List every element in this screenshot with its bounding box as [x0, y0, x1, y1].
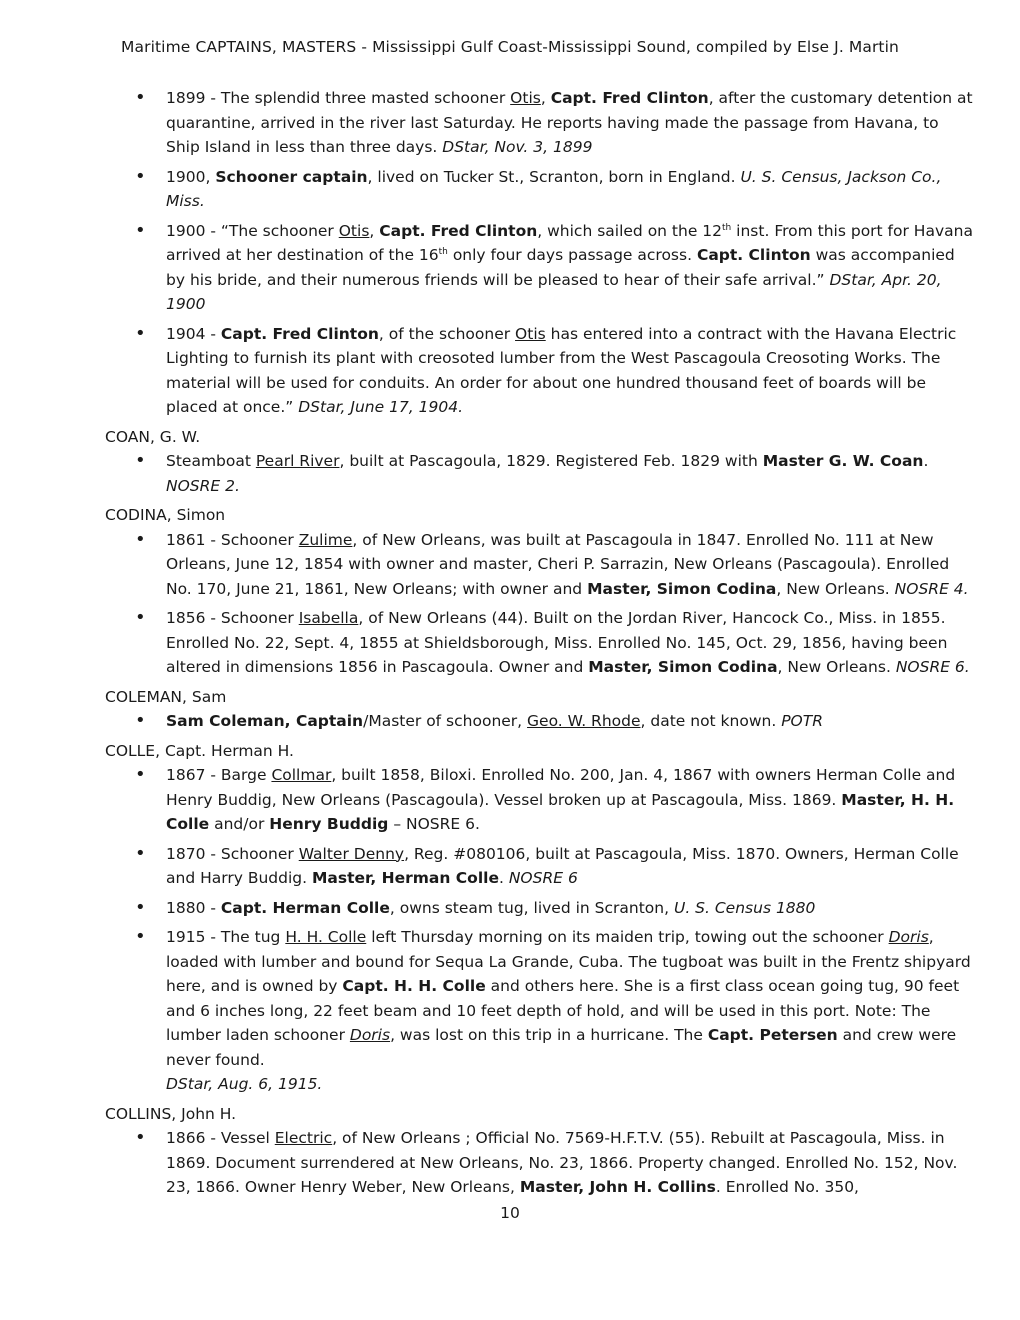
source-citation: NOSRE 6.: [895, 658, 970, 676]
entry-text: .: [923, 452, 929, 470]
bullet-entry: [105, 528, 975, 602]
vessel-name: Doris: [888, 928, 929, 946]
entry-text: 1880 -: [166, 898, 221, 917]
source-citation: DStar, Aug. 6, 1915.: [166, 1075, 323, 1093]
entry-text: 1900,: [166, 167, 216, 186]
entry-text: 1861 - Schooner: [166, 530, 299, 549]
entry-text: 1870 - Schooner: [166, 844, 299, 863]
entry-text: Steamboat: [166, 452, 256, 470]
entry-text: ,: [369, 221, 380, 240]
captain-name: Master, Simon Codina: [588, 658, 778, 676]
vessel-name: Otis: [515, 324, 546, 343]
entry-text: , Reg. #080106, built at Pascagoula, Miss. 1870. Owners, Herman Colle and Harry Buddig.: [166, 844, 959, 887]
captain-name: Capt. Petersen: [707, 1026, 838, 1044]
vessel-name: Zulime: [298, 530, 353, 549]
entry-text: 1904 -: [166, 324, 221, 343]
entry-text: , date not known.: [640, 712, 782, 730]
bullet-entry: [105, 763, 975, 837]
entry-text: th: [722, 222, 732, 233]
captain-name-heading: COLEMAN, Sam: [105, 687, 227, 706]
vessel-name: Pearl River: [255, 452, 340, 470]
entry-list: [105, 709, 975, 734]
captain-name: Capt. Herman Colle: [220, 898, 390, 917]
bullet-entry: [105, 842, 975, 891]
entry-text: , after the customary detention at quarantine, arrived in the river last Saturday. He reports having made the passage from Havana, to Ship Island in less than three days.: [166, 89, 973, 156]
entry-text: /Master of schooner,: [363, 712, 528, 730]
entry-text: , of the schooner: [378, 324, 516, 343]
vessel-name: Geo. W. Rhode: [527, 712, 641, 730]
captain-name: Master G. W. Coan: [762, 452, 924, 470]
vessel-name: Collmar: [271, 766, 332, 784]
entry-text: . Enrolled No. 350,: [715, 1178, 859, 1196]
entry-text: – NOSRE 6.: [388, 815, 480, 833]
entry-text: , New Orleans.: [776, 579, 895, 598]
entry-text: , which sailed on the 12: [537, 221, 723, 240]
bullet-entry: [105, 896, 975, 921]
captain-name-heading: COAN, G. W.: [105, 427, 201, 446]
source-citation: DStar, Nov. 3, 1899: [442, 138, 593, 156]
entry-text: inst. From this port for Havana arrived at her destination of the 16: [166, 221, 973, 264]
entry-text: and others here. She is a first class ocean going tug, 90 feet and 6 inches long, 22 feet beam and 10 feet depth of hold, and will be used in this port. Note: The lumber laden schooner: [166, 977, 960, 1044]
captain-name: Schooner captain: [215, 167, 368, 186]
source-citation: POTR: [781, 712, 823, 730]
bullet-entry: [105, 449, 975, 498]
entry-text: has entered into a contract with the Havana Electric Lighting to furnish its plant with creosoted lumber from the West Pascagoula Creosoting Works. The material will be used for conduits. An order for about one hundred thousand feet of boards will be placed at once.”: [166, 324, 957, 416]
vessel-name: Doris: [349, 1026, 391, 1044]
entry-text: , loaded with lumber and bound for Sequa La Grande, Cuba. The tugboat was built in the Frentz shipyard here, and is owned by: [166, 928, 971, 995]
vessel-name: Otis: [510, 89, 541, 107]
entry-text: , lived on Tucker St., Scranton, born in England.: [367, 167, 741, 186]
vessel-name: Electric: [274, 1129, 333, 1147]
entry-text: only four days passage across.: [447, 246, 697, 264]
entry-text: ,: [540, 89, 551, 107]
entry-text: , New Orleans.: [777, 658, 896, 676]
bullet-entry: [105, 709, 975, 734]
bullet-entry: [105, 606, 975, 680]
page-header: Maritime CAPTAINS, MASTERS - Mississippi Gulf Coast-Mississippi Sound, compiled by Else J. Martin: [121, 38, 899, 56]
entry-text: 1867 - Barge: [166, 766, 272, 784]
bullet-entry: [105, 925, 975, 1097]
entry-text: left Thursday morning on its maiden trip, towing out the schooner: [366, 928, 889, 946]
captain-name-heading: COLLINS, John H.: [105, 1104, 237, 1123]
entry-list: [105, 528, 975, 680]
source-citation: DStar, Apr. 20, 1900: [166, 270, 942, 313]
entry-text: , of New Orleans ; Official No. 7569-H.F.T.V. (55). Rebuilt at Pascagoula, Miss. in 1869. Document surrendered at New Orleans, No. 23, 1866. Property changed. Enrolled No. 152, Nov. 23, 1866. Owner Henry Weber, New Orleans,: [166, 1129, 958, 1196]
source-citation: NOSRE 6: [508, 869, 578, 887]
bullet-entry: [105, 86, 975, 160]
entry-text: .: [498, 869, 509, 887]
entry-list: [105, 1126, 975, 1200]
captain-name: Capt. Fred Clinton: [550, 89, 709, 107]
entry-text: 1915 - The tug: [166, 928, 286, 946]
captain-name: Master, H. H. Colle: [166, 790, 955, 833]
vessel-name: H. H. Colle: [285, 928, 367, 946]
source-citation: NOSRE 4.: [894, 579, 969, 598]
entry-text: 1856 - Schooner: [166, 609, 299, 627]
entry-text: was accompanied by his bride, and their numerous friends will be pleased to hear of their safe arrival.”: [166, 246, 955, 289]
vessel-name: Isabella: [298, 609, 359, 627]
vessel-name: Walter Denny: [298, 844, 405, 863]
page-number: 10: [500, 1204, 520, 1222]
captain-name: Master, Herman Colle: [311, 869, 499, 887]
captain-name: Master, John H. Collins: [519, 1178, 716, 1196]
source-citation: U. S. Census, Jackson Co., Miss.: [166, 167, 942, 210]
entry-text: 1900 - “The schooner: [166, 221, 339, 240]
captain-name: Master, Simon Codina: [587, 579, 777, 598]
bullet-entry: [105, 165, 975, 214]
entry-text: , built at Pascagoula, 1829. Registered Feb. 1829 with: [339, 452, 763, 470]
entry-text: , built 1858, Biloxi. Enrolled No. 200, Jan. 4, 1867 with owners Herman Colle and Henry Buddig, New Orleans (Pascagoula). Vessel broken up at Pascagoula, Miss. 1869.: [166, 766, 956, 809]
captain-name-heading: CODINA, Simon: [105, 506, 226, 524]
captain-name: Capt. Fred Clinton: [379, 221, 538, 240]
entry-list: [105, 86, 975, 420]
source-citation: NOSRE 2.: [166, 476, 240, 495]
source-citation: U. S. Census 1880: [673, 898, 816, 917]
entry-list: [105, 449, 975, 498]
entry-text: , was lost on this trip in a hurricane. The: [390, 1026, 708, 1044]
entry-text: and crew were never found.: [166, 1026, 957, 1069]
bullet-entry: [105, 1126, 975, 1200]
document-body: [105, 86, 975, 1205]
entry-text: th: [438, 247, 448, 257]
entry-text: , of New Orleans, was built at Pascagoula in 1847. Enrolled No. 111 at New Orleans, June 12, 1854 with owner and master, Cheri P. Sarrazin, New Orleans (Pascagoula). Enrolled No. 170, June 21, 1861, New Orleans; with owner and: [166, 530, 950, 598]
entry-text: , of New Orleans (44). Built on the Jordan River, Hancock Co., Miss. in 1855. Enrolled No. 22, Sept. 4, 1855 at Shieldsborough, Miss. Enrolled No. 145, Oct. 29, 1856, having been altered in dimensions 1856 in Pascagoula. Owner and: [166, 609, 948, 676]
captain-name-heading: COLLE, Capt. Herman H.: [105, 741, 294, 760]
entry-text: 1866 - Vessel: [166, 1129, 275, 1147]
bullet-entry: [105, 219, 975, 317]
entry-text: and/or: [209, 815, 270, 833]
entry-text: , owns steam tug, lived in Scranton,: [389, 898, 674, 917]
bullet-entry: [105, 322, 975, 420]
entry-list: [105, 763, 975, 1097]
source-citation: DStar, June 17, 1904.: [298, 398, 464, 416]
captain-name: Capt. Clinton: [696, 246, 811, 264]
entry-text: 1899 - The splendid three masted schooner: [166, 89, 511, 107]
captain-name: Capt. H. H. Colle: [342, 977, 486, 995]
captain-name: Capt. Fred Clinton: [220, 324, 379, 343]
vessel-name: Otis: [338, 221, 370, 240]
captain-name: Henry Buddig: [269, 815, 389, 833]
captain-name: Sam Coleman, Captain: [166, 712, 364, 730]
